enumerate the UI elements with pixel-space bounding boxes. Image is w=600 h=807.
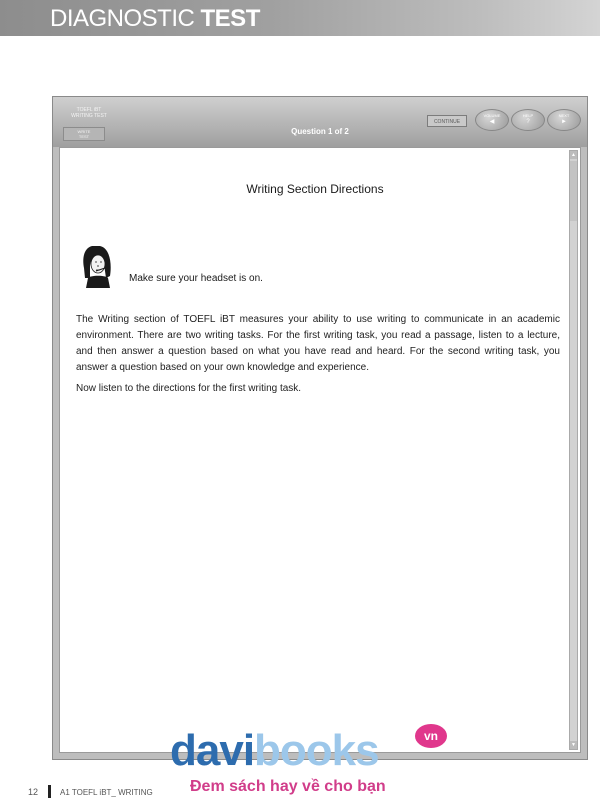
scroll-up-icon[interactable]: ▲ [571,152,576,158]
footer-divider [48,785,51,798]
banner-title-bold: TEST [200,5,260,32]
logo-vn-badge: vn [415,724,447,748]
scroll-down-icon[interactable]: ▼ [571,742,576,748]
logo-part-davi: davi [170,726,255,775]
speaker-icon: ◀ [489,119,495,125]
question-counter: Question 1 of 2 [291,127,349,136]
next-button[interactable] [547,109,581,131]
logo-part-books: books [254,726,379,775]
continue-button[interactable]: CONTINUE [427,115,467,127]
vertical-scrollbar[interactable] [569,150,578,750]
test-screen [52,96,588,760]
write-test-line1: WRITE [77,129,91,134]
help-button[interactable] [511,109,545,131]
content-panel [59,147,581,753]
test-label-line2: WRITING TEST [71,113,107,119]
next-label: NEXT [558,113,570,118]
book-title: A1 TOEFL iBT_ WRITING [60,788,153,797]
question-mark-icon: ? [526,119,530,125]
headset-instruction: Make sure your headset is on. [129,273,263,284]
directions-paragraph: The Writing section of TOEFL iBT measures your ability to use writing to communicate in an academic environment. There are two writing tasks. For the first writing task, you read a passage, listen to a lecture, and then answer a question based on what you have read and heard. For the second writing task, you answer a question based on your own knowledge and experience. [76,314,560,373]
page-number: 12 [28,787,39,797]
banner-title-light: DIAGNOSTIC [50,5,201,32]
watermark-slogan: Đem sách hay về cho bạn [190,778,386,795]
listen-instruction: Now listen to the directions for the first writing task. [76,383,302,394]
write-test-line2: TEST [78,134,90,139]
scroll-thumb[interactable] [570,161,577,221]
watermark-logo [170,728,379,774]
section-title: Writing Section Directions [246,182,384,196]
headset-person-icon [80,242,116,288]
arrow-right-icon: ► [561,119,567,125]
test-toolbar [53,97,587,147]
test-label-line1: TOEFL iBT [76,107,102,113]
volume-button[interactable] [475,109,509,131]
page-banner [0,0,600,36]
volume-label: VOLUME [483,113,501,118]
test-label [67,107,111,119]
help-label: HELP [522,113,534,118]
banner-title [50,6,260,32]
